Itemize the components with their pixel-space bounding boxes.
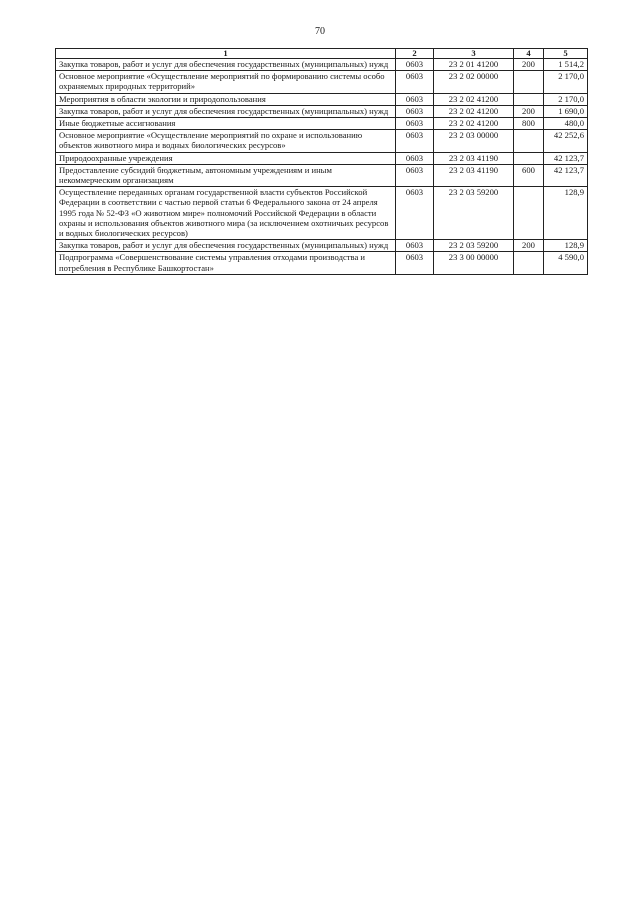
row-section: 0603 (396, 240, 434, 252)
row-type: 600 (514, 164, 544, 186)
row-code: 23 2 02 00000 (434, 71, 514, 93)
page-number: 70 (315, 26, 325, 37)
row-sum: 2 170,0 (544, 71, 588, 93)
row-section: 0603 (396, 252, 434, 274)
row-type (514, 93, 544, 105)
table-row (56, 93, 588, 105)
row-code: 23 2 03 41190 (434, 152, 514, 164)
row-sum: 2 170,0 (544, 93, 588, 105)
row-section: 0603 (396, 71, 434, 93)
row-sum: 42 123,7 (544, 152, 588, 164)
row-name: Подпрограмма «Совершенствование системы управления отходами производства и потребления в Республике Башкортостан» (56, 252, 396, 274)
header-col-2: 2 (396, 49, 434, 59)
row-code: 23 2 03 59200 (434, 187, 514, 240)
row-name: Основное мероприятие «Осуществление мероприятий по охране и использованию объектов животного мира и водных биологических ресурсов» (56, 130, 396, 152)
row-name: Мероприятия в области экологии и природопользования (56, 93, 396, 105)
row-section: 0603 (396, 118, 434, 130)
row-type (514, 71, 544, 93)
row-type: 200 (514, 59, 544, 71)
row-sum: 42 252,6 (544, 130, 588, 152)
row-section: 0603 (396, 93, 434, 105)
row-section: 0603 (396, 152, 434, 164)
row-section: 0603 (396, 187, 434, 240)
row-name: Закупка товаров, работ и услуг для обеспечения государственных (муниципальных) нужд (56, 240, 396, 252)
row-name: Природоохранные учреждения (56, 152, 396, 164)
table-row (56, 152, 588, 164)
header-col-3: 3 (434, 49, 514, 59)
header-col-4: 4 (514, 49, 544, 59)
row-name: Иные бюджетные ассигнования (56, 118, 396, 130)
row-code: 23 2 01 41200 (434, 59, 514, 71)
row-type (514, 187, 544, 240)
row-sum: 4 590,0 (544, 252, 588, 274)
row-sum: 1 690,0 (544, 105, 588, 117)
row-sum: 1 514,2 (544, 59, 588, 71)
row-section: 0603 (396, 59, 434, 71)
row-code: 23 2 02 41200 (434, 105, 514, 117)
row-sum: 42 123,7 (544, 164, 588, 186)
table-row (56, 164, 588, 186)
table-row (56, 59, 588, 71)
row-code: 23 2 02 41200 (434, 93, 514, 105)
row-code: 23 2 03 41190 (434, 164, 514, 186)
row-name: Основное мероприятие «Осуществление мероприятий по формированию системы особо охраняемых природных территорий» (56, 71, 396, 93)
header-col-1: 1 (56, 49, 396, 59)
table-header-row (56, 49, 588, 59)
table-row (56, 130, 588, 152)
row-code: 23 2 03 00000 (434, 130, 514, 152)
table-row (56, 118, 588, 130)
row-type (514, 130, 544, 152)
row-section: 0603 (396, 105, 434, 117)
table-row (56, 240, 588, 252)
row-type (514, 252, 544, 274)
table-row (56, 252, 588, 274)
row-code: 23 2 02 41200 (434, 118, 514, 130)
row-name: Предоставление субсидий бюджетным, автономным учреждениям и иным некоммерческим организациям (56, 164, 396, 186)
row-type (514, 152, 544, 164)
row-type: 200 (514, 105, 544, 117)
row-code: 23 3 00 00000 (434, 252, 514, 274)
row-sum: 480,0 (544, 118, 588, 130)
budget-table (55, 48, 588, 275)
row-type: 800 (514, 118, 544, 130)
table-row (56, 71, 588, 93)
row-type: 200 (514, 240, 544, 252)
row-section: 0603 (396, 164, 434, 186)
row-name: Осуществление переданных органам государственной власти субъектов Российской Федерации в соответствии с частью первой статьи 6 Федерального закона от 24 апреля 1995 года № 52-ФЗ «О животном мире» полномочий Российской Федерации в области охраны и использования объектов животного мира (за исключением охотничьих ресурсов и водных биологических ресурсов) (56, 187, 396, 240)
row-code: 23 2 03 59200 (434, 240, 514, 252)
row-sum: 128,9 (544, 187, 588, 240)
row-section: 0603 (396, 130, 434, 152)
row-name: Закупка товаров, работ и услуг для обеспечения государственных (муниципальных) нужд (56, 59, 396, 71)
table-row (56, 105, 588, 117)
header-col-5: 5 (544, 49, 588, 59)
table-row (56, 187, 588, 240)
row-name: Закупка товаров, работ и услуг для обеспечения государственных (муниципальных) нужд (56, 105, 396, 117)
row-sum: 128,9 (544, 240, 588, 252)
